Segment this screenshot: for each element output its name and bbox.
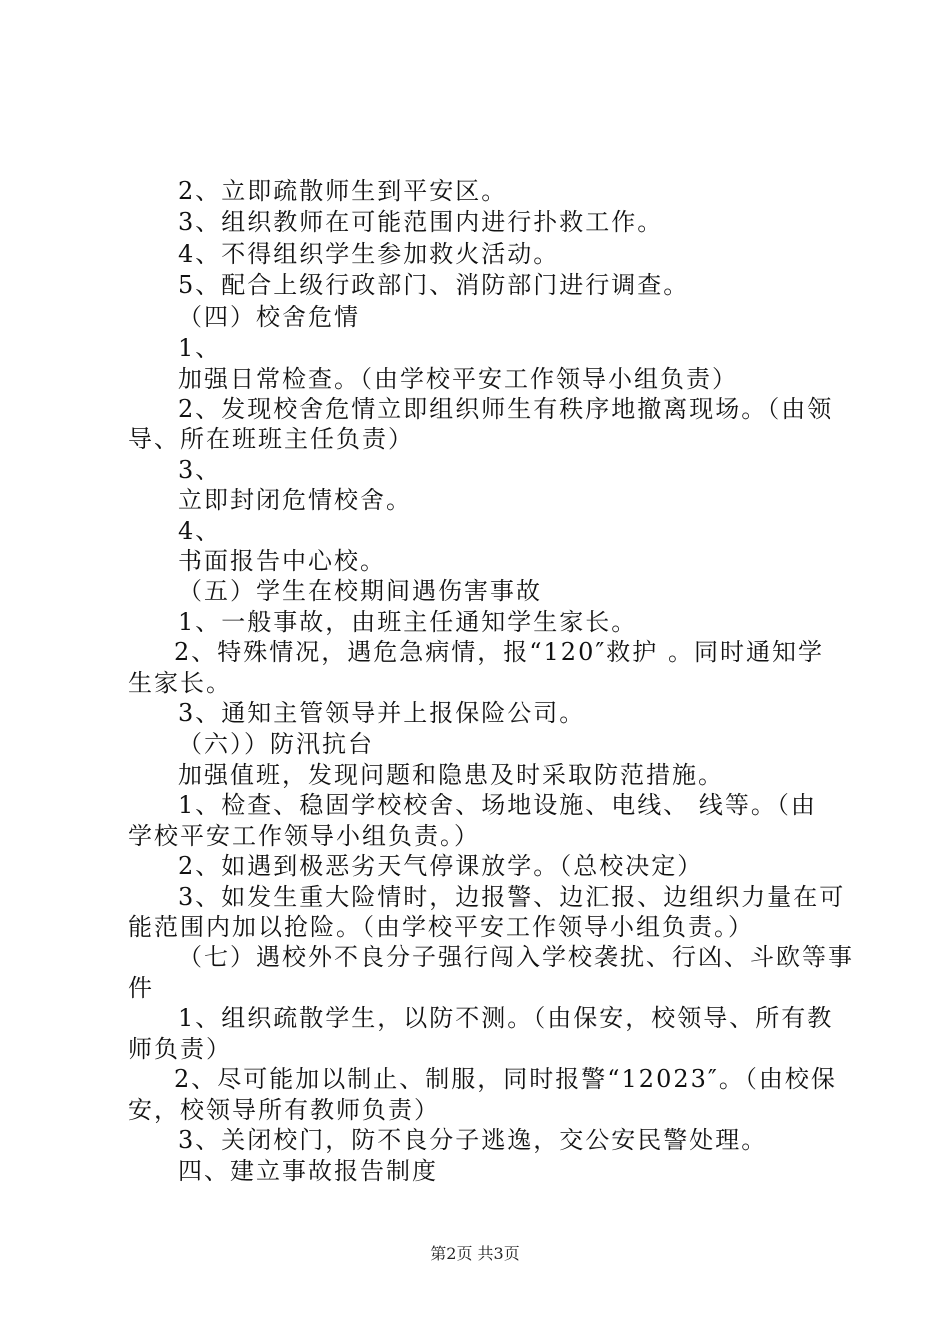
text-line: 3、	[178, 456, 222, 484]
section-heading: （七）遇校外不良分子强行闯入学校袭扰、行凶、斗欧等事	[178, 943, 854, 971]
text-line: 4、	[178, 517, 222, 545]
section-heading: （四）校舍危情	[178, 303, 360, 331]
text-line: 2、发现校舍危情立即组织师生有秩序地撤离现场。（由领	[178, 395, 834, 423]
text-line: 件	[128, 974, 154, 1002]
text-line: 加强日常检查。（由学校平安工作领导小组负责）	[178, 365, 738, 393]
text-line: 学校平安工作领导小组负责。）	[128, 822, 480, 850]
text-line: 1、组织疏散学生，以防不测。（由保安，校领导、所有教	[178, 1004, 834, 1032]
section-heading: （六））防汛抗台	[178, 730, 374, 758]
text-line: 1、检查、稳固学校校舍、场地设施、电线、 线等。（由	[178, 791, 817, 819]
text-line: 3、关闭校门，防不良分子逃逸，交公安民警处理。	[178, 1126, 768, 1154]
text-line: 加强值班，发现问题和隐患及时采取防范措施。	[178, 761, 724, 789]
text-line: 3、组织教师在可能范围内进行扑救工作。	[178, 208, 664, 236]
text-line: 安，校领导所有教师负责）	[128, 1096, 440, 1124]
text-line: 能范围内加以抢险。（由学校平安工作领导小组负责。）	[128, 913, 754, 941]
section-heading: （五）学生在校期间遇伤害事故	[178, 577, 542, 605]
text-line: 4、不得组织学生参加救火活动。	[178, 240, 560, 268]
text-line: 3、通知主管领导并上报保险公司。	[178, 699, 586, 727]
text-line: 生家长。	[128, 669, 232, 697]
text-line: 立即封闭危情校舍。	[178, 486, 412, 514]
text-line: 导、所在班班主任负责）	[128, 425, 414, 453]
text-line: 1、	[178, 334, 222, 362]
text-line: 书面报告中心校。	[178, 547, 386, 575]
text-line: 2、特殊情况，遇危急病情，报“120″救护 。同时通知学	[174, 638, 824, 666]
text-line: 2、立即疏散师生到平安区。	[178, 177, 508, 205]
text-line: 2、如遇到极恶劣天气停课放学。（总校决定）	[178, 852, 704, 880]
text-line: 5、配合上级行政部门、消防部门进行调查。	[178, 271, 690, 299]
section-heading: 四、建立事故报告制度	[178, 1157, 438, 1185]
page-number-footer: 第2页 共3页	[430, 1244, 520, 1263]
text-line: 师负责）	[128, 1035, 232, 1063]
text-line: 1、一般事故，由班主任通知学生家长。	[178, 608, 638, 636]
text-line: 2、尽可能加以制止、制服，同时报警“12023″。（由校保	[174, 1065, 837, 1093]
text-line: 3、如发生重大险情时，边报警、边汇报、边组织力量在可	[178, 883, 846, 911]
